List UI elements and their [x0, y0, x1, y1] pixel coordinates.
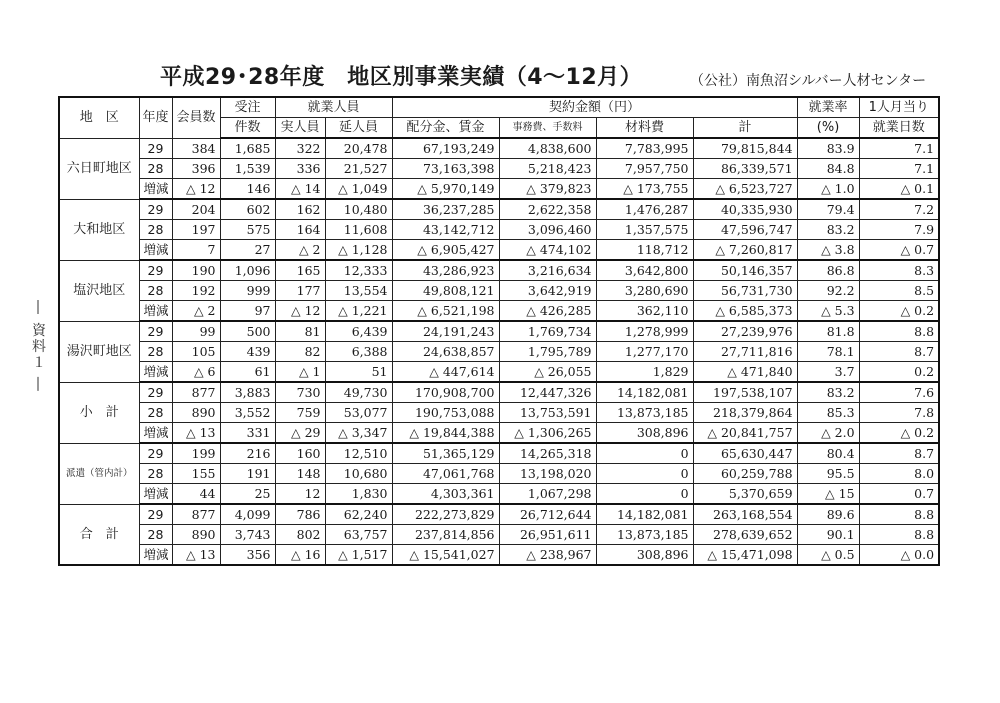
materials-cell: 0	[596, 464, 693, 484]
members-cell: 877	[172, 504, 220, 525]
header-members: 会員数	[172, 97, 220, 138]
members-cell: 99	[172, 321, 220, 342]
work-days-cell: 7.8	[859, 403, 939, 423]
members-cell: 190	[172, 260, 220, 281]
materials-cell: 1,476,287	[596, 199, 693, 220]
fees-cell: 26,951,611	[499, 525, 596, 545]
contract-total-cell: 27,239,976	[693, 321, 797, 342]
contract-total-cell: 5,370,659	[693, 484, 797, 505]
materials-cell: 362,110	[596, 301, 693, 322]
year-cell: 28	[139, 525, 172, 545]
fees-cell: △ 379,823	[499, 179, 596, 200]
materials-cell: 3,642,800	[596, 260, 693, 281]
materials-cell: 1,278,999	[596, 321, 693, 342]
workers-actual-cell: 177	[275, 281, 325, 301]
contract-total-cell: △ 471,840	[693, 362, 797, 383]
distribution-cell: △ 15,541,027	[392, 545, 499, 566]
fees-cell: 5,218,423	[499, 159, 596, 179]
materials-cell: 1,357,575	[596, 220, 693, 240]
fees-cell: 13,198,020	[499, 464, 596, 484]
contract-total-cell: △ 15,471,098	[693, 545, 797, 566]
distribution-cell: 237,814,856	[392, 525, 499, 545]
district-results-table	[58, 96, 940, 566]
workers-total-cell: 51	[325, 362, 392, 383]
district-name: 小 計	[59, 382, 139, 443]
header-workers-total: 延人員	[325, 118, 392, 139]
materials-cell: 0	[596, 443, 693, 464]
distribution-cell: 51,365,129	[392, 443, 499, 464]
employment-rate-cell: 95.5	[797, 464, 859, 484]
distribution-cell: 43,142,712	[392, 220, 499, 240]
members-cell: △ 2	[172, 301, 220, 322]
header-distribution: 配分金、賃金	[392, 118, 499, 139]
work-days-cell: 7.2	[859, 199, 939, 220]
workers-total-cell: 49,730	[325, 382, 392, 403]
fees-cell: 26,712,644	[499, 504, 596, 525]
orders-cell: 61	[220, 362, 275, 383]
fees-cell: 3,216,634	[499, 260, 596, 281]
contract-total-cell: △ 6,585,373	[693, 301, 797, 322]
workers-total-cell: 62,240	[325, 504, 392, 525]
organization-name: （公社）南魚沼シルバー人材センター	[690, 73, 927, 89]
materials-cell: △ 173,755	[596, 179, 693, 200]
fees-cell: △ 474,102	[499, 240, 596, 261]
materials-cell: 1,277,170	[596, 342, 693, 362]
header-contract-group: 契約金額（円）	[392, 97, 797, 118]
table-row	[59, 362, 939, 383]
workers-actual-cell: 786	[275, 504, 325, 525]
distribution-cell: △ 447,614	[392, 362, 499, 383]
materials-cell: 13,873,185	[596, 403, 693, 423]
members-cell: 105	[172, 342, 220, 362]
workers-actual-cell: 730	[275, 382, 325, 403]
workers-actual-cell: △ 1	[275, 362, 325, 383]
employment-rate-cell: 89.6	[797, 504, 859, 525]
table-body	[59, 138, 939, 565]
orders-cell: 146	[220, 179, 275, 200]
workers-total-cell: 10,680	[325, 464, 392, 484]
workers-total-cell: 20,478	[325, 138, 392, 159]
materials-cell: 0	[596, 484, 693, 505]
document-side-label: ― 資料１ ―	[30, 300, 46, 393]
workers-actual-cell: 322	[275, 138, 325, 159]
contract-total-cell: △ 7,260,817	[693, 240, 797, 261]
employment-rate-cell: 79.4	[797, 199, 859, 220]
fees-cell: △ 238,967	[499, 545, 596, 566]
table-row	[59, 423, 939, 444]
year-cell: 増減	[139, 545, 172, 566]
table-row	[59, 301, 939, 322]
fees-cell: △ 426,285	[499, 301, 596, 322]
workers-total-cell: 13,554	[325, 281, 392, 301]
members-cell: 396	[172, 159, 220, 179]
workers-actual-cell: △ 29	[275, 423, 325, 444]
members-cell: 384	[172, 138, 220, 159]
orders-cell: 3,552	[220, 403, 275, 423]
work-days-cell: 8.0	[859, 464, 939, 484]
workers-total-cell: 21,527	[325, 159, 392, 179]
employment-rate-cell: 90.1	[797, 525, 859, 545]
workers-actual-cell: 81	[275, 321, 325, 342]
distribution-cell: 36,237,285	[392, 199, 499, 220]
table-row	[59, 403, 939, 423]
table-row	[59, 159, 939, 179]
distribution-cell: 49,808,121	[392, 281, 499, 301]
employment-rate-cell: △ 1.0	[797, 179, 859, 200]
year-cell: 28	[139, 220, 172, 240]
distribution-cell: 24,191,243	[392, 321, 499, 342]
materials-cell: 14,182,081	[596, 382, 693, 403]
work-days-cell: 0.7	[859, 484, 939, 505]
members-cell: 192	[172, 281, 220, 301]
page-title: 平成29･28年度 地区別事業実績（4～12月）	[160, 65, 643, 90]
year-cell: 増減	[139, 301, 172, 322]
workers-total-cell: △ 1,221	[325, 301, 392, 322]
work-days-cell: △ 0.7	[859, 240, 939, 261]
orders-cell: 216	[220, 443, 275, 464]
materials-cell: 14,182,081	[596, 504, 693, 525]
work-days-cell: 8.8	[859, 321, 939, 342]
distribution-cell: △ 5,970,149	[392, 179, 499, 200]
materials-cell: 3,280,690	[596, 281, 693, 301]
workers-total-cell: △ 1,517	[325, 545, 392, 566]
contract-total-cell: 40,335,930	[693, 199, 797, 220]
fees-cell: 3,096,460	[499, 220, 596, 240]
employment-rate-cell: 81.8	[797, 321, 859, 342]
header-contract-total: 計	[693, 118, 797, 139]
materials-cell: 308,896	[596, 545, 693, 566]
workers-total-cell: 6,388	[325, 342, 392, 362]
workers-actual-cell: △ 2	[275, 240, 325, 261]
district-name: 合 計	[59, 504, 139, 565]
fees-cell: 4,838,600	[499, 138, 596, 159]
header-materials: 材料費	[596, 118, 693, 139]
workers-actual-cell: 162	[275, 199, 325, 220]
workers-actual-cell: 164	[275, 220, 325, 240]
materials-cell: 1,829	[596, 362, 693, 383]
distribution-cell: 222,273,829	[392, 504, 499, 525]
header-rate-top: 就業率	[797, 97, 859, 118]
fees-cell: 12,447,326	[499, 382, 596, 403]
members-cell: 7	[172, 240, 220, 261]
employment-rate-cell: 83.2	[797, 220, 859, 240]
orders-cell: 500	[220, 321, 275, 342]
year-cell: 29	[139, 138, 172, 159]
members-cell: △ 6	[172, 362, 220, 383]
contract-total-cell: 47,596,747	[693, 220, 797, 240]
table-row	[59, 220, 939, 240]
workers-total-cell: 63,757	[325, 525, 392, 545]
work-days-cell: 7.9	[859, 220, 939, 240]
orders-cell: 999	[220, 281, 275, 301]
table-row	[59, 138, 939, 159]
table-row	[59, 179, 939, 200]
contract-total-cell: 65,630,447	[693, 443, 797, 464]
workers-total-cell: 1,830	[325, 484, 392, 505]
employment-rate-cell: 80.4	[797, 443, 859, 464]
distribution-cell: 190,753,088	[392, 403, 499, 423]
year-cell: 増減	[139, 423, 172, 444]
members-cell: 155	[172, 464, 220, 484]
fees-cell: 1,795,789	[499, 342, 596, 362]
year-cell: 29	[139, 443, 172, 464]
contract-total-cell: 60,259,788	[693, 464, 797, 484]
year-cell: 29	[139, 199, 172, 220]
workers-actual-cell: 759	[275, 403, 325, 423]
orders-cell: 27	[220, 240, 275, 261]
table-row	[59, 545, 939, 566]
workers-total-cell: △ 3,347	[325, 423, 392, 444]
distribution-cell: 67,193,249	[392, 138, 499, 159]
employment-rate-cell: △ 5.3	[797, 301, 859, 322]
work-days-cell: △ 0.1	[859, 179, 939, 200]
materials-cell: 308,896	[596, 423, 693, 444]
contract-total-cell: 86,339,571	[693, 159, 797, 179]
workers-total-cell: 11,608	[325, 220, 392, 240]
orders-cell: 439	[220, 342, 275, 362]
distribution-cell: 43,286,923	[392, 260, 499, 281]
table-row	[59, 342, 939, 362]
employment-rate-cell: △ 15	[797, 484, 859, 505]
table-row	[59, 240, 939, 261]
materials-cell: 13,873,185	[596, 525, 693, 545]
table-row	[59, 464, 939, 484]
header-orders-top: 受注	[220, 97, 275, 118]
orders-cell: 191	[220, 464, 275, 484]
workers-actual-cell: △ 14	[275, 179, 325, 200]
fees-cell: 13,753,591	[499, 403, 596, 423]
year-cell: 28	[139, 159, 172, 179]
district-name: 塩沢地区	[59, 260, 139, 321]
orders-cell: 331	[220, 423, 275, 444]
workers-total-cell: △ 1,049	[325, 179, 392, 200]
employment-rate-cell: 78.1	[797, 342, 859, 362]
members-cell: 877	[172, 382, 220, 403]
materials-cell: 7,783,995	[596, 138, 693, 159]
orders-cell: 3,743	[220, 525, 275, 545]
orders-cell: 1,685	[220, 138, 275, 159]
work-days-cell: 8.7	[859, 342, 939, 362]
members-cell: △ 12	[172, 179, 220, 200]
workers-actual-cell: 165	[275, 260, 325, 281]
contract-total-cell: 56,731,730	[693, 281, 797, 301]
fees-cell: 1,769,734	[499, 321, 596, 342]
header-fees: 事務費、手数料	[499, 118, 596, 139]
table-row	[59, 260, 939, 281]
materials-cell: 7,957,750	[596, 159, 693, 179]
header-year: 年度	[139, 97, 172, 138]
employment-rate-cell: 83.9	[797, 138, 859, 159]
workers-actual-cell: 12	[275, 484, 325, 505]
orders-cell: 97	[220, 301, 275, 322]
distribution-cell: 4,303,361	[392, 484, 499, 505]
orders-cell: 575	[220, 220, 275, 240]
year-cell: 29	[139, 321, 172, 342]
work-days-cell: △ 0.0	[859, 545, 939, 566]
header-district: 地 区	[59, 97, 139, 138]
employment-rate-cell: 86.8	[797, 260, 859, 281]
contract-total-cell: 218,379,864	[693, 403, 797, 423]
members-cell: △ 13	[172, 423, 220, 444]
workers-actual-cell: 802	[275, 525, 325, 545]
table-row	[59, 484, 939, 505]
fees-cell: 1,067,298	[499, 484, 596, 505]
fees-cell: △ 26,055	[499, 362, 596, 383]
contract-total-cell: △ 6,523,727	[693, 179, 797, 200]
orders-cell: 25	[220, 484, 275, 505]
distribution-cell: △ 6,905,427	[392, 240, 499, 261]
workers-total-cell: △ 1,128	[325, 240, 392, 261]
work-days-cell: 8.3	[859, 260, 939, 281]
distribution-cell: 24,638,857	[392, 342, 499, 362]
table-row	[59, 321, 939, 342]
workers-actual-cell: △ 12	[275, 301, 325, 322]
work-days-cell: 7.6	[859, 382, 939, 403]
header-days-top: 1人月当り	[859, 97, 939, 118]
table-row	[59, 525, 939, 545]
members-cell: 890	[172, 403, 220, 423]
table-row	[59, 443, 939, 464]
workers-actual-cell: △ 16	[275, 545, 325, 566]
header-orders-bottom: 件数	[220, 118, 275, 139]
workers-actual-cell: 336	[275, 159, 325, 179]
distribution-cell: △ 6,521,198	[392, 301, 499, 322]
workers-total-cell: 12,510	[325, 443, 392, 464]
year-cell: 28	[139, 464, 172, 484]
employment-rate-cell: △ 2.0	[797, 423, 859, 444]
employment-rate-cell: 92.2	[797, 281, 859, 301]
district-name: 湯沢町地区	[59, 321, 139, 382]
orders-cell: 4,099	[220, 504, 275, 525]
work-days-cell: 7.1	[859, 138, 939, 159]
distribution-cell: △ 19,844,388	[392, 423, 499, 444]
work-days-cell: 0.2	[859, 362, 939, 383]
workers-total-cell: 53,077	[325, 403, 392, 423]
workers-actual-cell: 148	[275, 464, 325, 484]
employment-rate-cell: 84.8	[797, 159, 859, 179]
employment-rate-cell: 3.7	[797, 362, 859, 383]
header-workers-group: 就業人員	[275, 97, 392, 118]
orders-cell: 356	[220, 545, 275, 566]
contract-total-cell: 197,538,107	[693, 382, 797, 403]
employment-rate-cell: △ 0.5	[797, 545, 859, 566]
work-days-cell: △ 0.2	[859, 423, 939, 444]
distribution-cell: 47,061,768	[392, 464, 499, 484]
workers-actual-cell: 82	[275, 342, 325, 362]
distribution-cell: 170,908,700	[392, 382, 499, 403]
contract-total-cell: 278,639,652	[693, 525, 797, 545]
orders-cell: 1,096	[220, 260, 275, 281]
year-cell: 増減	[139, 179, 172, 200]
members-cell: 890	[172, 525, 220, 545]
year-cell: 29	[139, 504, 172, 525]
contract-total-cell: 50,146,357	[693, 260, 797, 281]
distribution-cell: 73,163,398	[392, 159, 499, 179]
fees-cell: 2,622,358	[499, 199, 596, 220]
members-cell: 199	[172, 443, 220, 464]
members-cell: 44	[172, 484, 220, 505]
workers-total-cell: 12,333	[325, 260, 392, 281]
year-cell: 増減	[139, 362, 172, 383]
work-days-cell: 8.7	[859, 443, 939, 464]
orders-cell: 602	[220, 199, 275, 220]
year-cell: 29	[139, 260, 172, 281]
table-row	[59, 281, 939, 301]
header-days-bottom: 就業日数	[859, 118, 939, 139]
year-cell: 28	[139, 342, 172, 362]
orders-cell: 3,883	[220, 382, 275, 403]
members-cell: 204	[172, 199, 220, 220]
workers-actual-cell: 160	[275, 443, 325, 464]
contract-total-cell: △ 20,841,757	[693, 423, 797, 444]
year-cell: 29	[139, 382, 172, 403]
fees-cell: △ 1,306,265	[499, 423, 596, 444]
district-name: 大和地区	[59, 199, 139, 260]
district-name: 派遣（管内計）	[59, 443, 139, 504]
contract-total-cell: 79,815,844	[693, 138, 797, 159]
year-cell: 増減	[139, 240, 172, 261]
header-workers-actual: 実人員	[275, 118, 325, 139]
members-cell: △ 13	[172, 545, 220, 566]
workers-total-cell: 6,439	[325, 321, 392, 342]
workers-total-cell: 10,480	[325, 199, 392, 220]
district-name: 六日町地区	[59, 138, 139, 199]
table-row	[59, 382, 939, 403]
table-row	[59, 504, 939, 525]
year-cell: 増減	[139, 484, 172, 505]
contract-total-cell: 263,168,554	[693, 504, 797, 525]
work-days-cell: 7.1	[859, 159, 939, 179]
fees-cell: 14,265,318	[499, 443, 596, 464]
employment-rate-cell: 85.3	[797, 403, 859, 423]
employment-rate-cell: △ 3.8	[797, 240, 859, 261]
employment-rate-cell: 83.2	[797, 382, 859, 403]
year-cell: 28	[139, 403, 172, 423]
orders-cell: 1,539	[220, 159, 275, 179]
header-rate-bottom: (%)	[797, 118, 859, 139]
work-days-cell: △ 0.2	[859, 301, 939, 322]
work-days-cell: 8.8	[859, 504, 939, 525]
contract-total-cell: 27,711,816	[693, 342, 797, 362]
work-days-cell: 8.5	[859, 281, 939, 301]
materials-cell: 118,712	[596, 240, 693, 261]
work-days-cell: 8.8	[859, 525, 939, 545]
table-row	[59, 199, 939, 220]
fees-cell: 3,642,919	[499, 281, 596, 301]
year-cell: 28	[139, 281, 172, 301]
members-cell: 197	[172, 220, 220, 240]
